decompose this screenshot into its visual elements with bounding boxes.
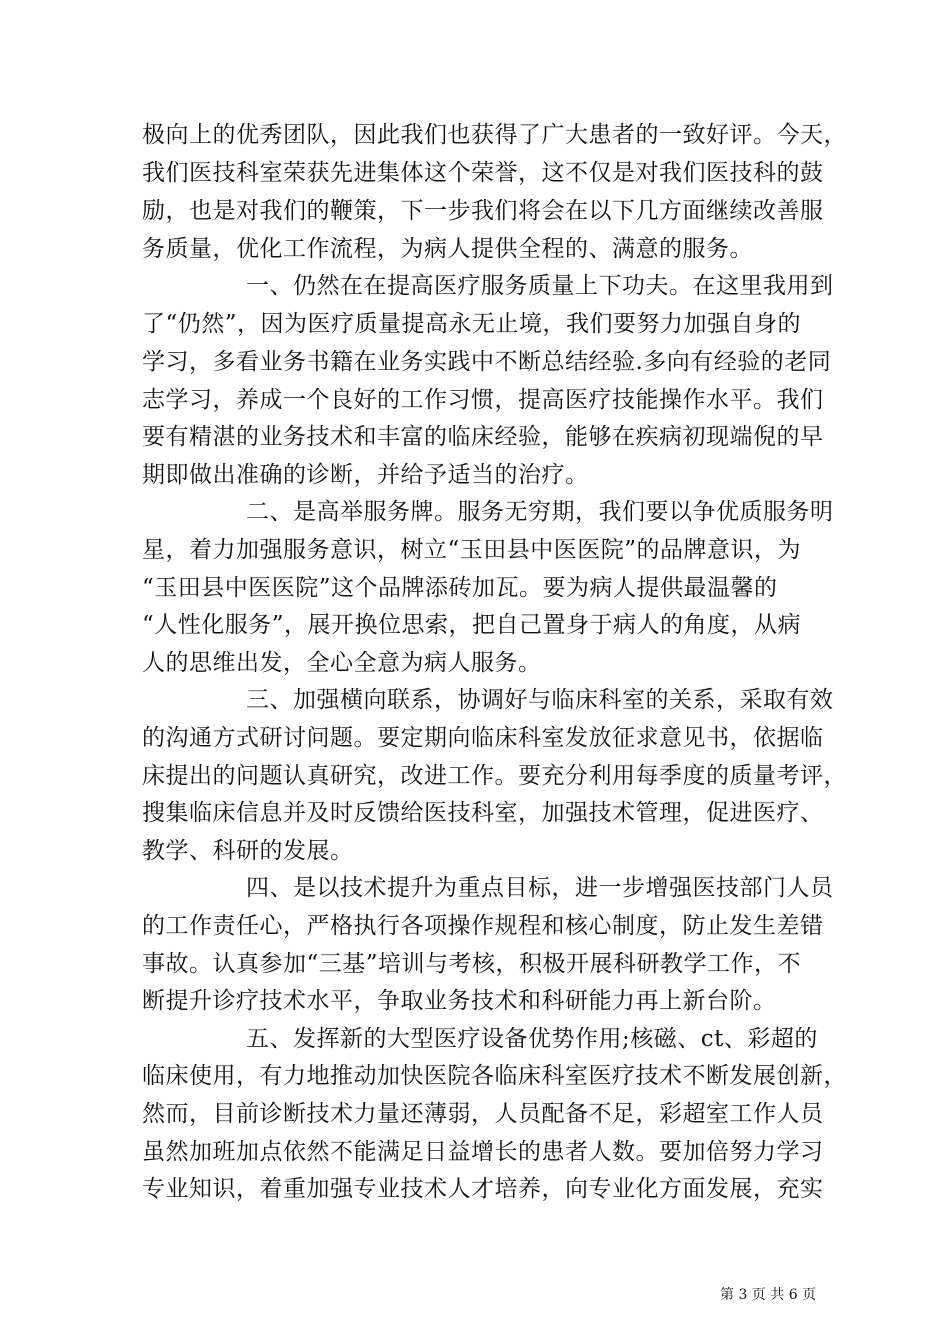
paragraph-line: 星，着力加强服务意识，树立“玉田县中医医院”的品牌意识，为 — [142, 537, 802, 563]
paragraph-line: “玉田县中医医院”这个品牌添砖加瓦。要为病人提供最温馨的 — [142, 575, 778, 601]
paragraph-line: 事故。认真参加“三基”培训与考核，积极开展科研教学工作，不 — [142, 951, 802, 977]
paragraph-line: 期即做出准确的诊断，并给予适当的治疗。 — [142, 462, 589, 488]
paragraph-line: 然而，目前诊断技术力量还薄弱，人员配备不足，彩超室工作人员 — [142, 1101, 824, 1127]
paragraph-line: 了“仍然”，因为医疗质量提高永无止境，我们要努力加强自身的 — [142, 311, 802, 337]
paragraph-line: 的沟通方式研讨问题。要定期向临床科室发放征求意见书，依据临 — [142, 725, 824, 751]
paragraph-line: 三、加强横向联系，协调好与临床科室的关系，采取有效 — [246, 687, 834, 713]
paragraph-line: 的工作责任心，严格执行各项操作规程和核心制度，防止发生差错 — [142, 913, 824, 939]
paragraph-line: 要有精湛的业务技术和丰富的临床经验，能够在疾病初现端倪的早 — [142, 424, 824, 450]
paragraph-line: “人性化服务”，展开换位思索，把自己置身于病人的角度，从病 — [142, 612, 802, 638]
paragraph-line: 搜集临床信息并及时反馈给医技科室，加强技术管理，促进医疗、 — [142, 800, 824, 826]
paragraph-line: 人的思维出发，全心全意为病人服务。 — [142, 650, 542, 676]
paragraph-line: 四、是以技术提升为重点目标，进一步增强医技部门人员 — [246, 875, 834, 901]
paragraph-line: 断提升诊疗技术水平，争取业务技术和科研能力再上新台阶。 — [142, 988, 777, 1014]
paragraph-line: 志学习，养成一个良好的工作习惯，提高医疗技能操作水平。我们 — [142, 387, 824, 413]
paragraph-line: 五、发挥新的大型医疗设备优势作用;核磁、ct、彩超的 — [246, 1026, 818, 1052]
paragraph-line: 虽然加班加点依然不能满足日益增长的患者人数。要加倍努力学习 — [142, 1139, 824, 1165]
paragraph-line: 我们医技科室荣获先进集体这个荣誉，这不仅是对我们医技科的鼓 — [142, 160, 824, 186]
paragraph-line: 床提出的问题认真研究，改进工作。要充分利用每季度的质量考评， — [142, 763, 847, 789]
paragraph-line: 极向上的优秀团队，因此我们也获得了广大患者的一致好评。今天， — [142, 122, 847, 148]
page-number: 第 3 页 共 6 页 — [720, 1287, 817, 1303]
paragraph-line: 学习，多看业务书籍在业务实践中不断总结经验.多向有经验的老同 — [142, 349, 832, 375]
paragraph-line: 务质量，优化工作流程，为病人提供全程的、满意的服务。 — [142, 236, 753, 262]
paragraph-line: 一、仍然在在提高医疗服务质量上下功夫。在这里我用到 — [246, 273, 834, 299]
paragraph-line: 励，也是对我们的鞭策，下一步我们将会在以下几方面继续改善服 — [142, 198, 824, 224]
paragraph-line: 临床使用，有力地推动加快医院各临床科室医疗技术不断发展创新， — [142, 1063, 847, 1089]
paragraph-line: 教学、科研的发展。 — [142, 838, 354, 864]
paragraph-line: 二、是高举服务牌。服务无穷期，我们要以争优质服务明 — [246, 499, 834, 525]
paragraph-line: 专业知识，着重加强专业技术人才培养，向专业化方面发展，充实 — [142, 1176, 824, 1202]
